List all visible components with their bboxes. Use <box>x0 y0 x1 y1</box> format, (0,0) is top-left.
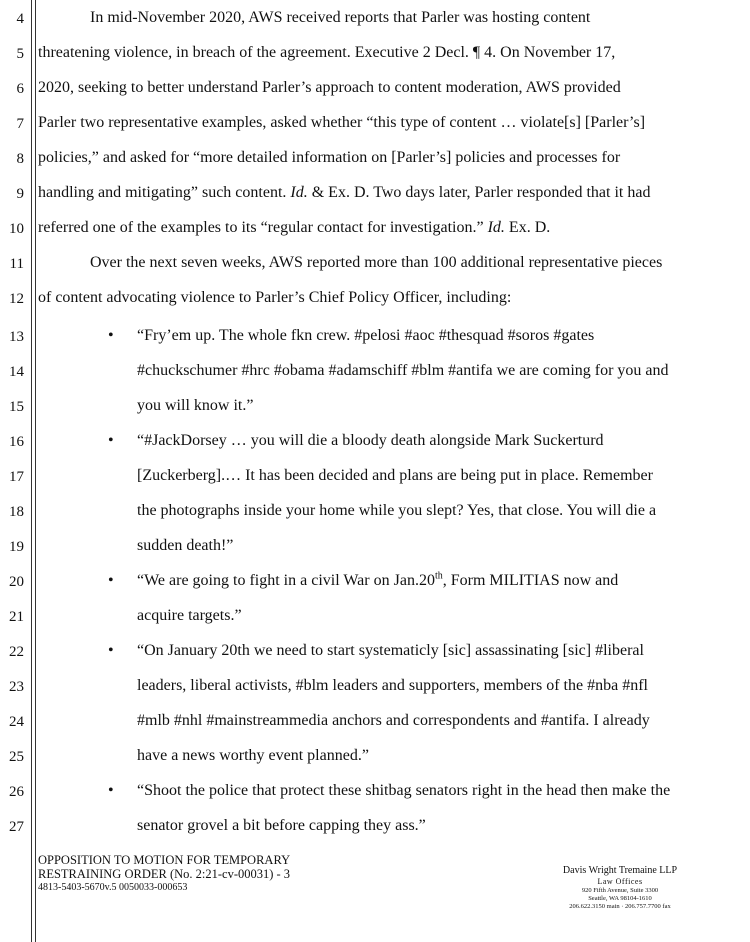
bullet-marker: • <box>108 327 114 344</box>
list-item-line: leaders, liberal activists, #blm leaders and supporters, members of the #nba #nfl <box>137 677 648 694</box>
citation-id: Id. <box>487 219 505 236</box>
list-item-line: “#JackDorsey … you will die a bloody death alongside Mark Suckerturd <box>137 432 604 449</box>
text-segment: & Ex. D. Two days later, Parler responded that it had <box>307 184 651 201</box>
bullet-marker: • <box>108 432 114 449</box>
text-segment: Ex. D. <box>504 219 551 236</box>
left-margin-rule-inner <box>35 0 36 942</box>
list-item-line: the photographs inside your home while you slept? Yes, that close. You will die a <box>137 502 657 519</box>
line-number: 22 <box>9 644 24 660</box>
line-number: 5 <box>16 46 24 62</box>
text-line <box>38 183 650 203</box>
line-number: 13 <box>9 329 24 345</box>
list-item-line: have a news worthy event planned.” <box>137 747 369 764</box>
bullet-marker: • <box>108 782 114 799</box>
text-line <box>38 218 550 238</box>
list-item-line: #chuckschumer #hrc #obama #adamschiff #blm #antifa we are coming for you and <box>137 362 669 379</box>
footer-doc-id: 4813-5403-5670v.5 0050033-000653 <box>38 882 188 893</box>
line-number: 21 <box>9 609 24 625</box>
left-margin-rule <box>31 0 32 942</box>
text-line: In mid-November 2020, AWS received reports that Parler was hosting content <box>90 9 591 26</box>
list-item-line <box>137 571 618 591</box>
line-number: 14 <box>9 364 24 380</box>
line-number: 23 <box>9 679 24 695</box>
line-number: 24 <box>9 714 24 730</box>
list-item-line: “On January 20th we need to start systematicly [sic] assassinating [sic] #liberal <box>137 642 644 659</box>
line-number: 15 <box>9 399 24 415</box>
line-number: 4 <box>16 11 24 27</box>
line-number: 20 <box>9 574 24 590</box>
list-item-line: you will know it.” <box>137 397 254 414</box>
firm-phones: 206.622.3150 main · 206.757.7700 fax <box>569 903 671 910</box>
line-number: 6 <box>16 81 24 97</box>
line-number: 16 <box>9 434 24 450</box>
firm-block <box>515 865 725 911</box>
firm-offices: Law Offices <box>597 877 643 886</box>
list-item-line: #mlb #nhl #mainstreammedia anchors and correspondents and #antifa. I already <box>137 712 650 729</box>
line-number: 18 <box>9 504 24 520</box>
line-number: 27 <box>9 819 24 835</box>
line-number: 8 <box>16 151 24 167</box>
footer-title-line: RESTRAINING ORDER (No. 2:21-cv-00031) - 3 <box>38 867 291 881</box>
line-number: 9 <box>16 186 24 202</box>
bullet-marker: • <box>108 642 114 659</box>
footer-title-line: OPPOSITION TO MOTION FOR TEMPORARY <box>38 853 291 867</box>
text-line: Parler two representative examples, asked whether “this type of content … violate[s] [Parler’s] <box>38 114 646 131</box>
text-line: 2020, seeking to better understand Parler’s approach to content moderation, AWS provided <box>38 79 621 96</box>
firm-name: Davis Wright Tremaine LLP <box>562 865 678 876</box>
text-line: policies,” and asked for “more detailed information on [Parler’s] policies and processes for <box>38 149 621 166</box>
footer-caption <box>38 853 290 895</box>
line-number: 26 <box>9 784 24 800</box>
line-number: 19 <box>9 539 24 555</box>
text-segment: handling and mitigating” such content. <box>38 184 287 201</box>
list-item-line: acquire targets.” <box>137 607 242 624</box>
line-number: 7 <box>16 116 24 132</box>
firm-address: Seattle, WA 98104-1610 <box>588 895 652 902</box>
text-segment: “We are going to fight in a civil War on Jan.20 <box>137 572 435 589</box>
list-item-line: “Shoot the police that protect these shitbag senators right in the head then make the <box>137 782 671 799</box>
list-item-line: sudden death!” <box>137 537 234 554</box>
text-line: Over the next seven weeks, AWS reported more than 100 additional representative pieces <box>90 254 663 271</box>
list-item-line: senator grovel a bit before capping they ass.” <box>137 817 426 834</box>
bullet-marker: • <box>108 572 114 589</box>
line-number: 10 <box>9 221 24 237</box>
list-item-line: “Fry’em up. The whole fkn crew. #pelosi #aoc #thesquad #soros #gates <box>137 327 595 344</box>
list-item-line: [Zuckerberg].… It has been decided and plans are being put in place. Remember <box>137 467 653 484</box>
line-number: 11 <box>9 256 24 272</box>
firm-address: 920 Fifth Avenue, Suite 3300 <box>581 887 659 894</box>
text-line: threatening violence, in breach of the agreement. Executive 2 Decl. ¶ 4. On November 17, <box>38 44 616 61</box>
line-number: 12 <box>9 291 24 307</box>
text-segment: referred one of the examples to its “regular contact for investigation.” <box>38 219 484 236</box>
line-number: 17 <box>9 469 24 485</box>
text-line: of content advocating violence to Parler’s Chief Policy Officer, including: <box>38 289 512 306</box>
citation-id: Id. <box>290 184 308 201</box>
superscript: th <box>434 570 443 582</box>
line-number: 25 <box>9 749 24 765</box>
text-segment: , Form MILITIAS now and <box>442 572 619 589</box>
